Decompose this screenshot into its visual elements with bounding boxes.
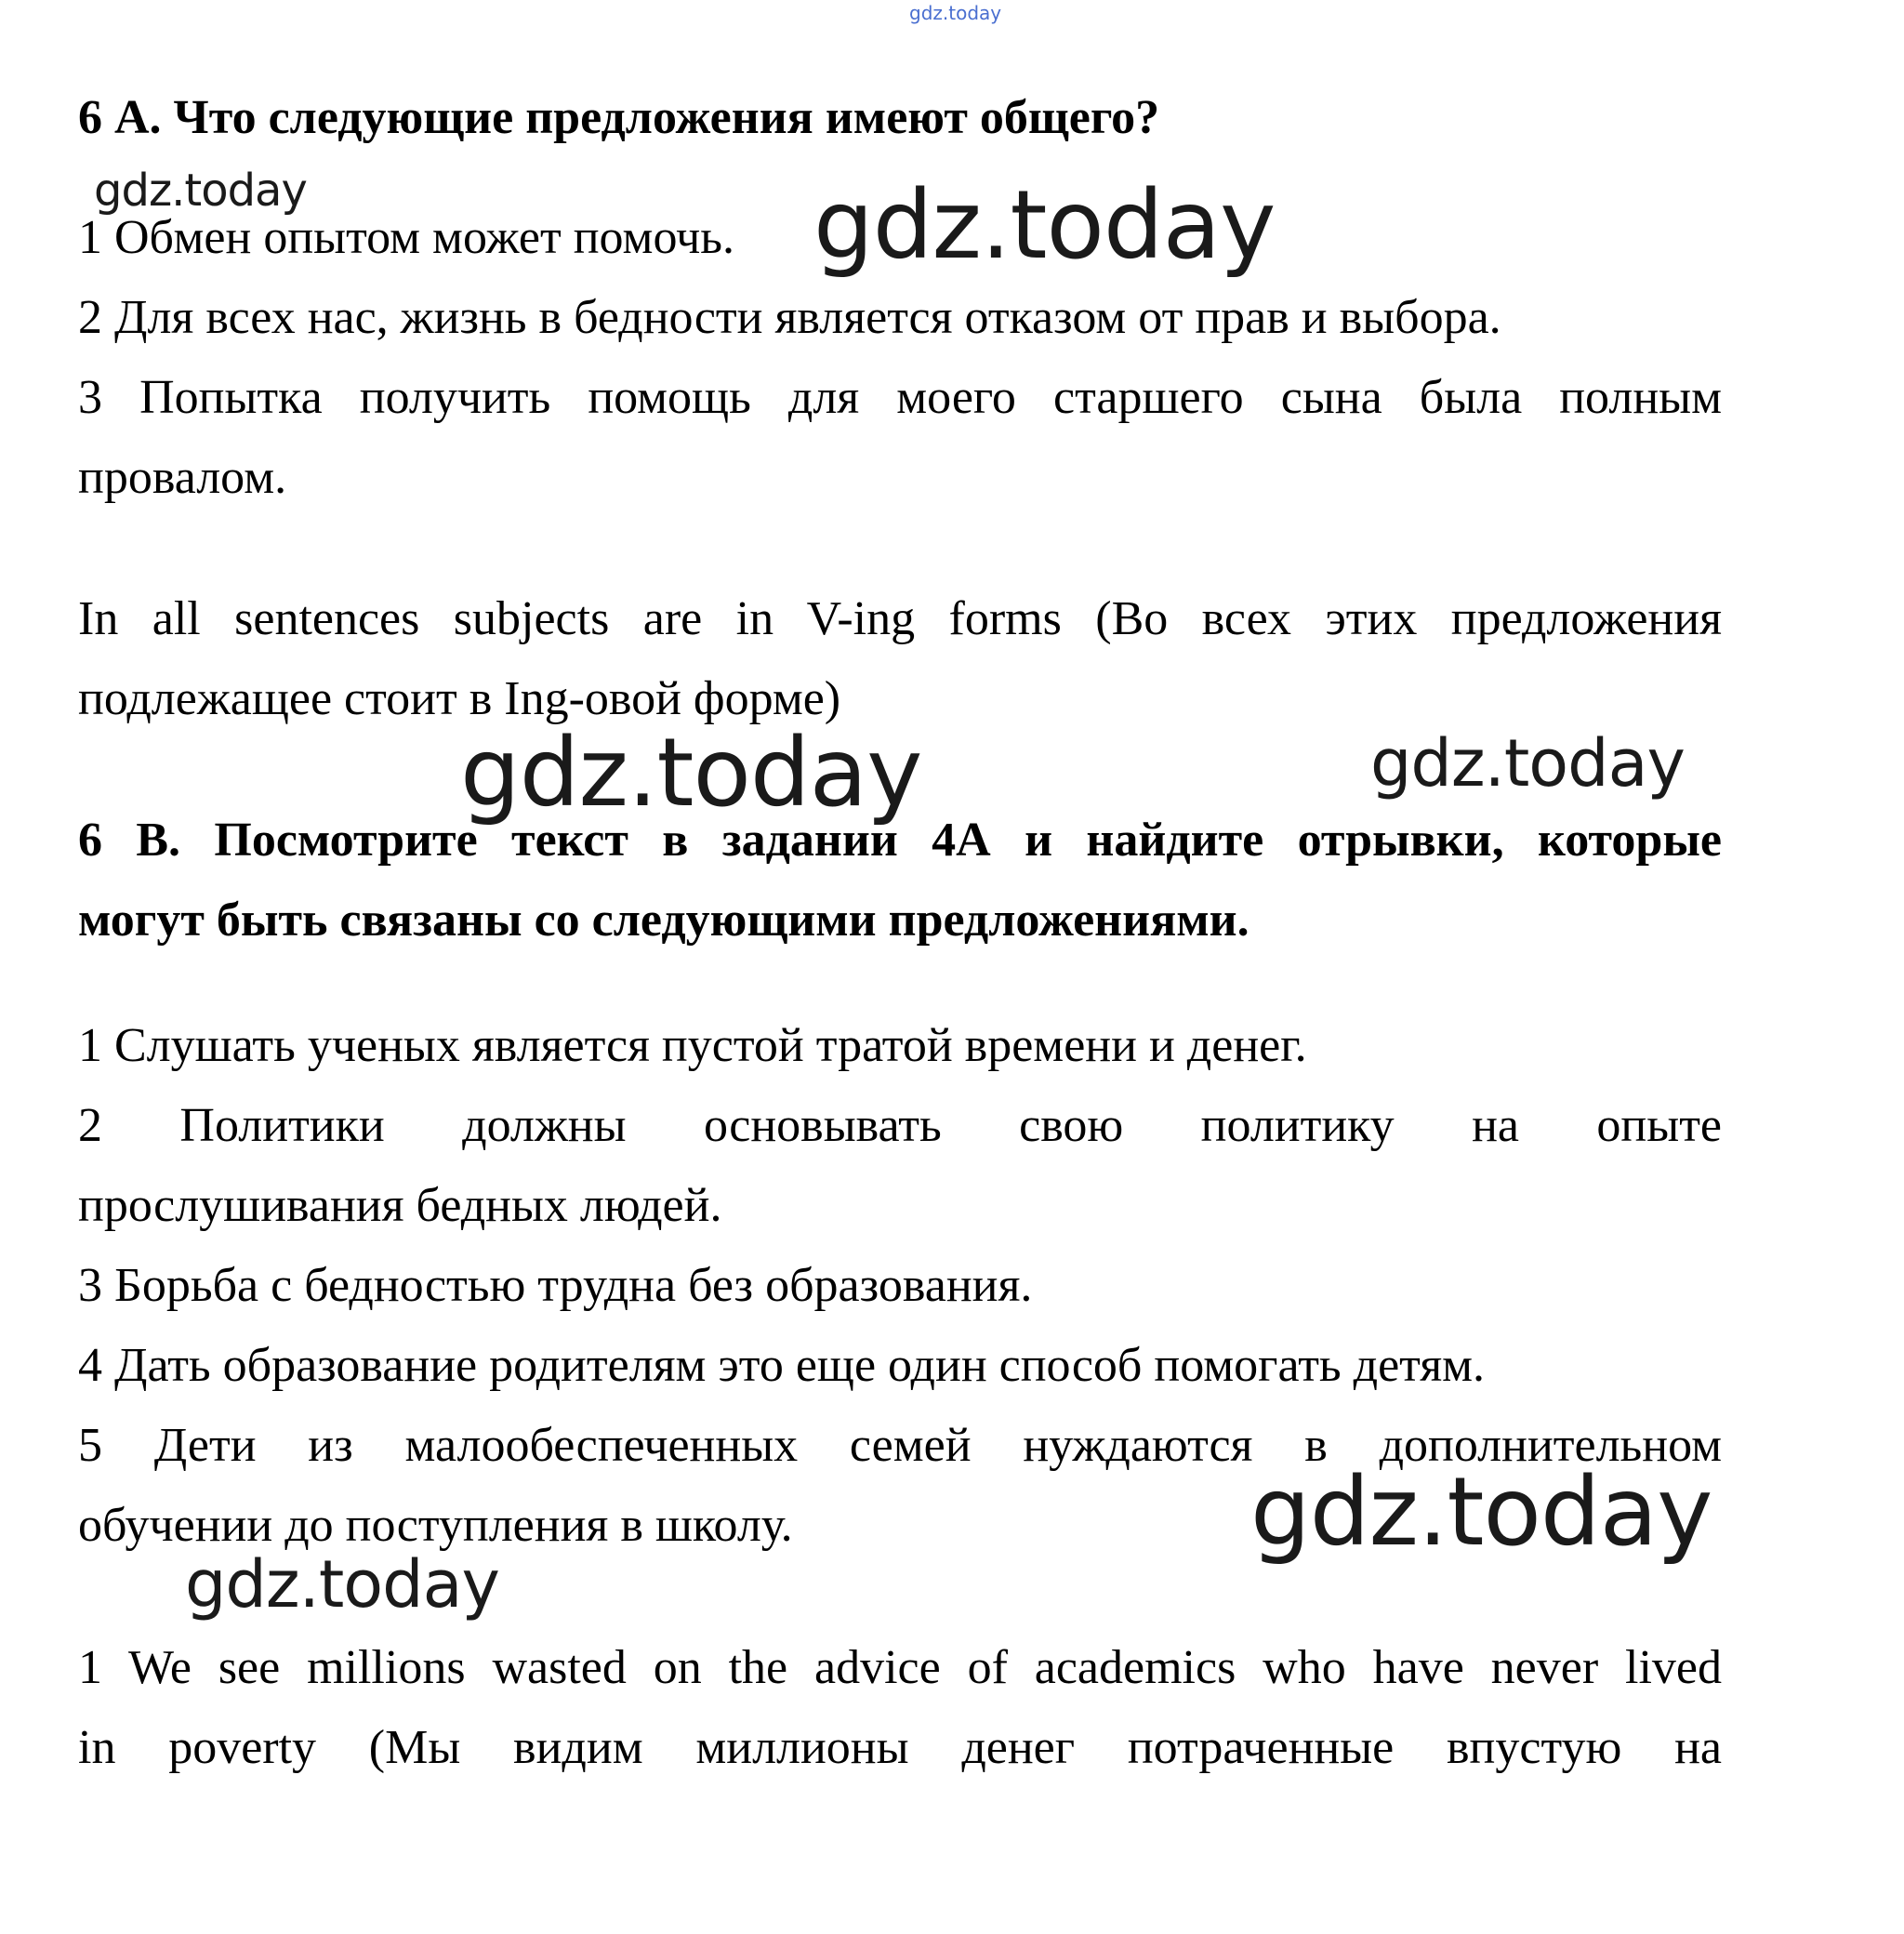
watermark: gdz.today	[94, 165, 307, 217]
section-b-answer: in poverty (Мы видим миллионы денег потраченные впустую на	[78, 1721, 1722, 1774]
watermark-top: gdz.today	[909, 2, 1002, 24]
section-b-heading: могут быть связаны со следующими предложениями.	[78, 894, 1250, 947]
section-a-answer: подлежащее стоит в Ing-овой форме)	[78, 672, 841, 725]
section-b-heading: 6 В. Посмотрите текст в задании 4А и найдите отрывки, которые	[78, 814, 1722, 867]
watermark: gdz.today	[1250, 1457, 1712, 1568]
section-a-item: 2 Для всех нас, жизнь в бедности является отказом от прав и выбора.	[78, 291, 1501, 344]
section-b-item: 1 Слушать ученых является пустой тратой времени и денег.	[78, 1019, 1307, 1072]
section-b-item: прослушивания бедных людей.	[78, 1179, 722, 1232]
section-a-item: 3 Попытка получить помощь для моего старшего сына была полным	[78, 371, 1722, 424]
watermark: gdz.today	[1370, 725, 1685, 801]
watermark: gdz.today	[813, 170, 1276, 281]
section-a-heading: 6 А. Что следующие предложения имеют общего?	[78, 91, 1160, 144]
section-a-answer: In all sentences subjects are in V-ing forms (Во всех этих предложения	[78, 592, 1722, 645]
watermark: gdz.today	[185, 1546, 499, 1623]
section-a-item: провалом.	[78, 451, 287, 504]
section-a-item: 1 Обмен опытом может помочь.	[78, 211, 734, 264]
section-b-item: 3 Борьба с бедностью трудна без образования.	[78, 1259, 1033, 1312]
watermark: gdz.today	[460, 718, 922, 828]
section-b-item: 4 Дать образование родителям это еще один способ помогать детям.	[78, 1339, 1486, 1392]
section-b-answer: 1 We see millions wasted on the advice of academics who have never lived	[78, 1641, 1722, 1694]
section-b-item: обучении до поступления в школу.	[78, 1499, 793, 1552]
section-b-item: 5 Дети из малообеспеченных семей нуждаются в дополнительном	[78, 1419, 1722, 1472]
section-b-item: 2 Политики должны основывать свою политику на опыте	[78, 1099, 1722, 1152]
